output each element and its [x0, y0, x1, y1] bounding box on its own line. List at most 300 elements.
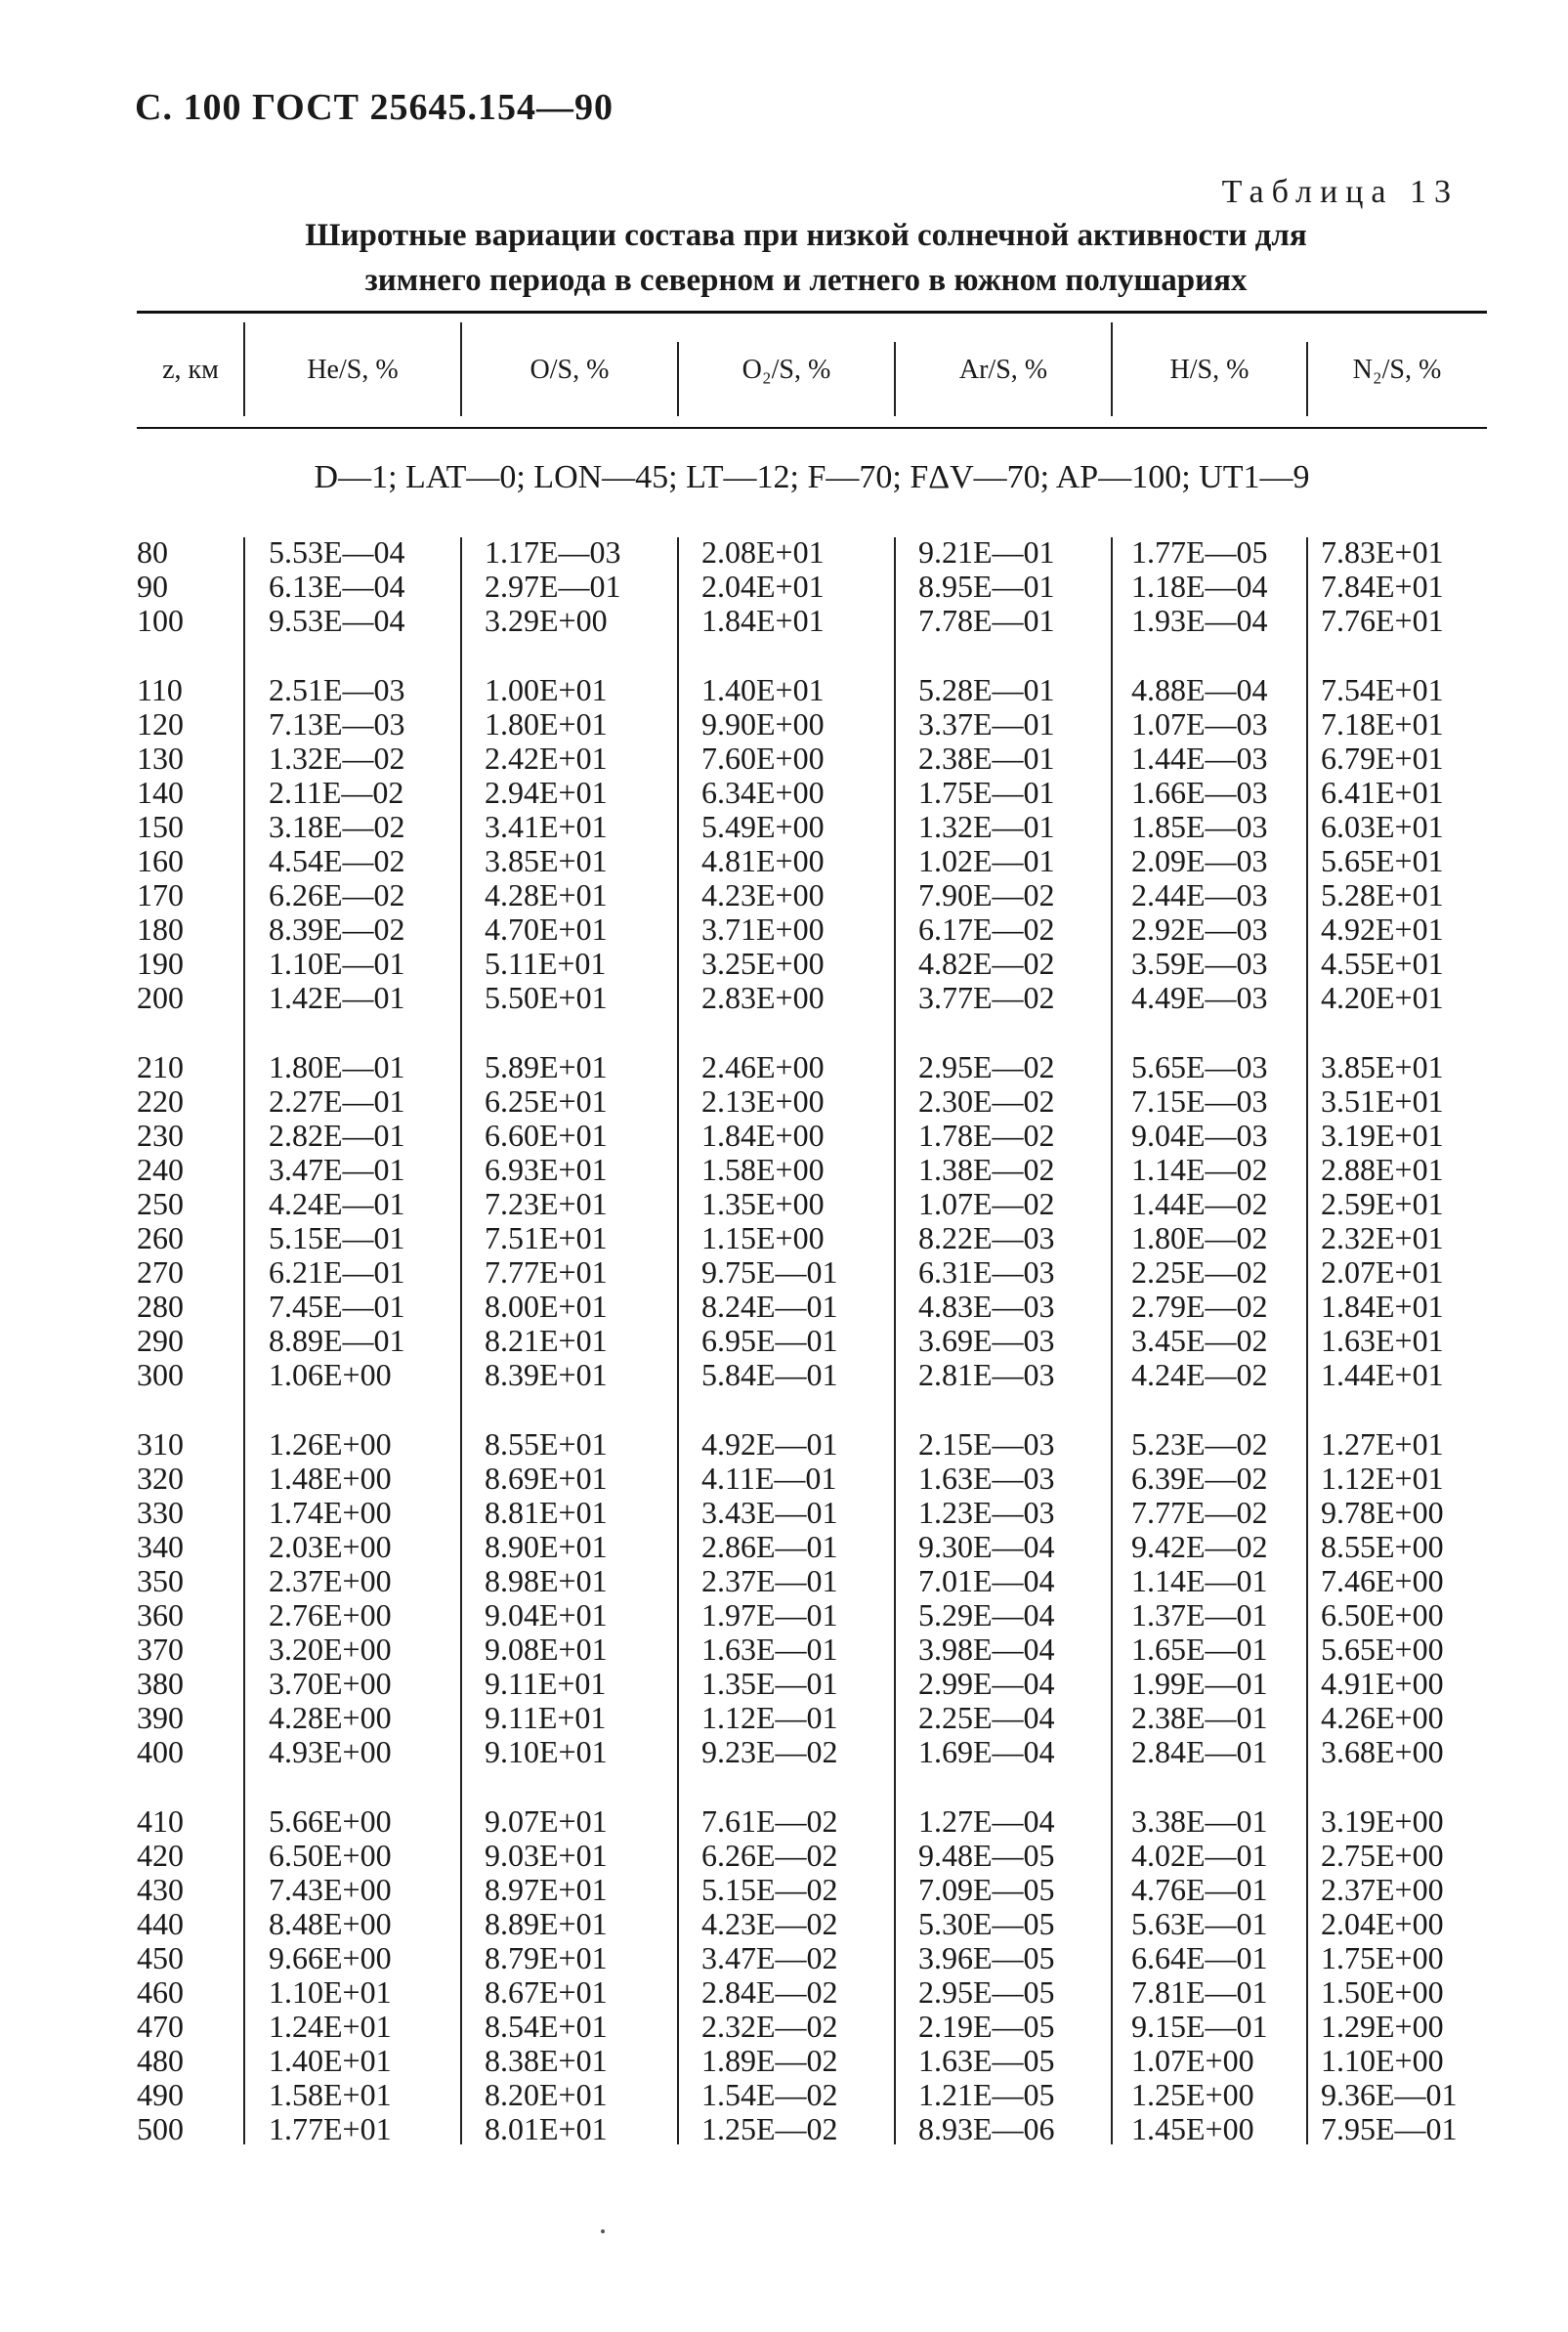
- value-cell: 7.90E—02: [918, 877, 1055, 912]
- table-row: [137, 1187, 1487, 1221]
- value-cell: 7.46E+00: [1321, 1563, 1444, 1598]
- value-cell: 1.44E+01: [1321, 1357, 1444, 1392]
- value-cell: 8.89E—01: [269, 1323, 405, 1358]
- altitude-cell: 470: [137, 2009, 184, 2044]
- table-row: [137, 912, 1487, 947]
- value-cell: 2.99E—04: [918, 1666, 1055, 1701]
- value-cell: 1.84E+01: [701, 603, 825, 638]
- value-cell: 6.17E—02: [918, 912, 1055, 947]
- value-cell: 7.51E+01: [485, 1220, 608, 1255]
- value-cell: 3.43E—01: [701, 1495, 838, 1530]
- page-header: С. 100 ГОСТ 25645.154—90: [135, 87, 614, 128]
- value-cell: 9.30E—04: [918, 1529, 1055, 1564]
- value-cell: 5.11E+01: [485, 946, 607, 981]
- value-cell: 2.03E+00: [269, 1529, 392, 1564]
- value-cell: 5.65E+01: [1321, 843, 1444, 878]
- altitude-cell: 200: [137, 980, 184, 1015]
- value-cell: 1.85E—03: [1131, 809, 1268, 844]
- altitude-cell: 390: [137, 1700, 184, 1735]
- value-cell: 1.80E+01: [485, 706, 608, 742]
- value-cell: 7.95E—01: [1321, 2111, 1458, 2146]
- altitude-cell: 430: [137, 1872, 184, 1907]
- value-cell: 7.43E+00: [269, 1872, 392, 1907]
- value-cell: 1.75E—01: [918, 775, 1055, 810]
- value-cell: 8.48E+00: [269, 1906, 392, 1941]
- value-cell: 1.07E+00: [1131, 2043, 1254, 2078]
- value-cell: 5.89E+01: [485, 1049, 608, 1084]
- value-cell: 1.10E+00: [1321, 2043, 1444, 2078]
- value-cell: 7.81E—01: [1131, 1974, 1268, 2010]
- value-cell: 4.92E—01: [701, 1426, 838, 1462]
- value-cell: 4.91E+00: [1321, 1666, 1444, 1701]
- value-cell: 6.03E+01: [1321, 809, 1444, 844]
- value-cell: 2.07E+01: [1321, 1254, 1444, 1290]
- value-cell: 6.93E+01: [485, 1152, 608, 1187]
- value-cell: 8.93E—06: [918, 2111, 1055, 2146]
- value-cell: 4.02E—01: [1131, 1838, 1268, 1873]
- table-row: [137, 1975, 1487, 2010]
- value-cell: 1.58E+00: [701, 1152, 825, 1187]
- value-cell: 1.54E—02: [701, 2077, 838, 2112]
- header-separator: [460, 322, 462, 416]
- value-cell: 7.78E—01: [918, 603, 1055, 638]
- value-cell: 9.04E—03: [1131, 1118, 1268, 1153]
- value-cell: 7.77E—02: [1131, 1495, 1268, 1530]
- table-row: [137, 947, 1487, 981]
- value-cell: 4.24E—01: [269, 1186, 405, 1221]
- table-row: [137, 981, 1487, 1015]
- value-cell: 3.37E—01: [918, 706, 1055, 742]
- value-cell: 1.84E+00: [701, 1118, 825, 1153]
- value-cell: 2.95E—05: [918, 1974, 1055, 2010]
- altitude-cell: 340: [137, 1529, 184, 1564]
- value-cell: 8.39E+01: [485, 1357, 608, 1392]
- value-cell: 2.37E—01: [701, 1563, 838, 1598]
- value-cell: 2.59E+01: [1321, 1186, 1444, 1221]
- title-line-1: Широтные вариации состава при низкой солнечной активности для: [305, 218, 1307, 253]
- value-cell: 7.54E+01: [1321, 672, 1444, 707]
- altitude-cell: 490: [137, 2077, 184, 2112]
- value-cell: 3.51E+01: [1321, 1083, 1444, 1119]
- value-cell: 1.40E+01: [269, 2043, 392, 2078]
- header-separator: [1111, 322, 1113, 416]
- altitude-cell: 130: [137, 741, 184, 776]
- value-cell: 2.13E+00: [701, 1083, 825, 1119]
- altitude-cell: 460: [137, 1974, 184, 2010]
- table-row: [137, 1427, 1487, 1462]
- value-cell: 8.00E+01: [485, 1289, 608, 1324]
- altitude-cell: 170: [137, 877, 184, 912]
- value-cell: 9.78E+00: [1321, 1495, 1444, 1530]
- value-cell: 1.37E—01: [1131, 1597, 1268, 1632]
- table-row: [137, 1839, 1487, 1873]
- value-cell: 2.95E—02: [918, 1049, 1055, 1084]
- value-cell: 1.40E+01: [701, 672, 825, 707]
- value-cell: 8.54E+01: [485, 2009, 608, 2044]
- value-cell: 5.28E—01: [918, 672, 1055, 707]
- value-cell: 2.46E+00: [701, 1049, 825, 1084]
- value-cell: 6.26E—02: [269, 877, 405, 912]
- value-cell: 8.55E+01: [485, 1426, 608, 1462]
- altitude-cell: 350: [137, 1563, 184, 1598]
- value-cell: 1.50E+00: [1321, 1974, 1444, 2010]
- value-cell: 7.76E+01: [1321, 603, 1444, 638]
- header-separator: [677, 342, 679, 416]
- value-cell: 8.81E+01: [485, 1495, 608, 1530]
- value-cell: 5.65E—03: [1131, 1049, 1268, 1084]
- value-cell: 4.82E—02: [918, 946, 1055, 981]
- altitude-cell: 400: [137, 1734, 184, 1769]
- value-cell: 1.97E—01: [701, 1597, 838, 1632]
- value-cell: 4.20E+01: [1321, 980, 1444, 1015]
- table-row: [137, 1667, 1487, 1701]
- table-title: [195, 213, 1417, 303]
- value-cell: 2.97E—01: [485, 569, 621, 604]
- value-cell: 3.41E+01: [485, 809, 608, 844]
- value-cell: 7.45E—01: [269, 1289, 405, 1324]
- value-cell: 5.49E+00: [701, 809, 825, 844]
- value-cell: 2.32E+01: [1321, 1220, 1444, 1255]
- altitude-cell: 100: [137, 603, 184, 638]
- value-cell: 4.49E—03: [1131, 980, 1268, 1015]
- header-top-rule: [137, 311, 1487, 314]
- value-cell: 4.54E—02: [269, 843, 405, 878]
- value-cell: 7.23E+01: [485, 1186, 608, 1221]
- table-row: [137, 1598, 1487, 1632]
- altitude-cell: 360: [137, 1597, 184, 1632]
- value-cell: 6.64E—01: [1131, 1940, 1268, 1975]
- value-cell: 2.84E—01: [1131, 1734, 1268, 1769]
- table-row: [137, 535, 1487, 570]
- data-table: [137, 535, 1487, 2146]
- value-cell: 1.07E—03: [1131, 706, 1268, 742]
- value-cell: 7.77E+01: [485, 1254, 608, 1290]
- value-cell: 2.25E—02: [1131, 1254, 1268, 1290]
- table-row: [137, 1462, 1487, 1496]
- value-cell: 2.94E+01: [485, 775, 608, 810]
- value-cell: 2.92E—03: [1131, 912, 1268, 947]
- value-cell: 8.01E+01: [485, 2111, 608, 2146]
- value-cell: 9.03E+01: [485, 1838, 608, 1873]
- altitude-cell: 180: [137, 912, 184, 947]
- value-cell: 3.20E+00: [269, 1632, 392, 1667]
- altitude-cell: 440: [137, 1906, 184, 1941]
- value-cell: 1.32E—02: [269, 741, 405, 776]
- altitude-cell: 150: [137, 809, 184, 844]
- value-cell: 8.79E+01: [485, 1940, 608, 1975]
- block-gap: [137, 638, 1487, 673]
- value-cell: 8.20E+01: [485, 2077, 608, 2112]
- value-cell: 3.25E+00: [701, 946, 825, 981]
- value-cell: 1.06E+00: [269, 1357, 392, 1392]
- value-cell: 1.77E—05: [1131, 534, 1268, 570]
- title-line-2: зимнего периода в северном и летнего в южном полушариях: [364, 263, 1248, 298]
- table-row: [137, 1290, 1487, 1324]
- value-cell: 3.71E+00: [701, 912, 825, 947]
- value-cell: 5.15E—02: [701, 1872, 838, 1907]
- value-cell: 1.23E—03: [918, 1495, 1055, 1530]
- value-cell: 9.23E—02: [701, 1734, 838, 1769]
- altitude-cell: 300: [137, 1357, 184, 1392]
- value-cell: 4.88E—04: [1131, 672, 1268, 707]
- altitude-cell: 480: [137, 2043, 184, 2078]
- table-row: [137, 1632, 1487, 1667]
- value-cell: 9.11E+01: [485, 1666, 607, 1701]
- value-cell: 3.77E—02: [918, 980, 1055, 1015]
- altitude-cell: 310: [137, 1426, 184, 1462]
- value-cell: 6.95E—01: [701, 1323, 838, 1358]
- altitude-cell: 290: [137, 1323, 184, 1358]
- value-cell: 5.84E—01: [701, 1357, 838, 1392]
- table-row: [137, 878, 1487, 912]
- value-cell: 4.26E+00: [1321, 1700, 1444, 1735]
- table-row: [137, 1701, 1487, 1735]
- value-cell: 6.21E—01: [269, 1254, 405, 1290]
- value-cell: 9.75E—01: [701, 1254, 838, 1290]
- column-header-z: z, км: [162, 355, 219, 385]
- value-cell: 4.24E—02: [1131, 1357, 1268, 1392]
- value-cell: 1.12E+01: [1321, 1461, 1444, 1496]
- altitude-cell: 240: [137, 1152, 184, 1187]
- value-cell: 4.23E—02: [701, 1906, 838, 1941]
- value-cell: 5.15E—01: [269, 1220, 405, 1255]
- value-cell: 6.41E+01: [1321, 775, 1444, 810]
- value-cell: 9.10E+01: [485, 1734, 608, 1769]
- value-cell: 5.23E—02: [1131, 1426, 1268, 1462]
- value-cell: 2.83E+00: [701, 980, 825, 1015]
- table-row: [137, 1873, 1487, 1907]
- value-cell: 1.45E+00: [1131, 2111, 1254, 2146]
- value-cell: 9.90E+00: [701, 706, 825, 742]
- parameters-line: D—1; LAT—0; LON—45; LT—12; F—70; FΔV—70; AP—100; UT1—9: [314, 459, 1310, 495]
- value-cell: 2.75E+00: [1321, 1838, 1444, 1873]
- value-cell: 5.65E+00: [1321, 1632, 1444, 1667]
- value-cell: 1.99E—01: [1131, 1666, 1268, 1701]
- value-cell: 5.50E+01: [485, 980, 608, 1015]
- value-cell: 2.04E+00: [1321, 1906, 1444, 1941]
- value-cell: 1.29E+00: [1321, 2009, 1444, 2044]
- value-cell: 1.25E+00: [1131, 2077, 1254, 2112]
- altitude-cell: 140: [137, 775, 184, 810]
- column-header-n2: N₂/S, %: [1352, 355, 1442, 385]
- value-cell: 1.44E—03: [1131, 741, 1268, 776]
- value-cell: 1.14E—02: [1131, 1152, 1268, 1187]
- value-cell: 2.08E+01: [701, 534, 825, 570]
- value-cell: 3.96E—05: [918, 1940, 1055, 1975]
- value-cell: 8.69E+01: [485, 1461, 608, 1496]
- altitude-cell: 450: [137, 1940, 184, 1975]
- table-row: [137, 1084, 1487, 1119]
- value-cell: 6.79E+01: [1321, 741, 1444, 776]
- value-cell: 3.69E—03: [918, 1323, 1055, 1358]
- table-row: [137, 1735, 1487, 1769]
- value-cell: 2.32E—02: [701, 2009, 838, 2044]
- value-cell: 2.38E—01: [918, 741, 1055, 776]
- value-cell: 1.26E+00: [269, 1426, 392, 1462]
- table-row: [137, 742, 1487, 776]
- value-cell: 2.37E+00: [269, 1563, 392, 1598]
- block-gap: [137, 1769, 1487, 1804]
- value-cell: 8.98E+01: [485, 1563, 608, 1598]
- value-cell: 6.50E+00: [1321, 1597, 1444, 1632]
- value-cell: 5.66E+00: [269, 1803, 392, 1839]
- table-row: [137, 1358, 1487, 1392]
- value-cell: 1.17E—03: [485, 534, 621, 570]
- value-cell: 3.47E—02: [701, 1940, 838, 1975]
- table-row: [137, 1221, 1487, 1255]
- value-cell: 9.08E+01: [485, 1632, 608, 1667]
- value-cell: 1.78E—02: [918, 1118, 1055, 1153]
- column-header-he: He/S, %: [307, 355, 399, 385]
- value-cell: 2.82E—01: [269, 1118, 405, 1153]
- table-row: [137, 1119, 1487, 1153]
- value-cell: 1.02E—01: [918, 843, 1055, 878]
- value-cell: 5.29E—04: [918, 1597, 1055, 1632]
- value-cell: 2.19E—05: [918, 2009, 1055, 2044]
- value-cell: 1.21E—05: [918, 2077, 1055, 2112]
- header-separator: [243, 322, 245, 416]
- altitude-cell: 160: [137, 843, 184, 878]
- value-cell: 1.38E—02: [918, 1152, 1055, 1187]
- value-cell: 4.76E—01: [1131, 1872, 1268, 1907]
- altitude-cell: 80: [137, 534, 168, 570]
- value-cell: 4.23E+00: [701, 877, 825, 912]
- table-row: [137, 2044, 1487, 2078]
- value-cell: 1.48E+00: [269, 1461, 392, 1496]
- value-cell: 2.42E+01: [485, 741, 608, 776]
- table-row: [137, 1050, 1487, 1084]
- value-cell: 3.29E+00: [485, 603, 608, 638]
- value-cell: 1.89E—02: [701, 2043, 838, 2078]
- value-cell: 7.61E—02: [701, 1803, 838, 1839]
- value-cell: 1.93E—04: [1131, 603, 1268, 638]
- value-cell: 6.13E—04: [269, 569, 405, 604]
- value-cell: 2.30E—02: [918, 1083, 1055, 1119]
- value-cell: 5.63E—01: [1131, 1906, 1268, 1941]
- altitude-cell: 500: [137, 2111, 184, 2146]
- value-cell: 2.44E—03: [1131, 877, 1268, 912]
- value-cell: 1.18E—04: [1131, 569, 1268, 604]
- header-separator: [1306, 342, 1308, 416]
- table-row: [137, 1255, 1487, 1290]
- value-cell: 4.11E—01: [701, 1461, 837, 1496]
- value-cell: 8.22E—03: [918, 1220, 1055, 1255]
- table-row: [137, 844, 1487, 878]
- value-cell: 4.70E+01: [485, 912, 608, 947]
- value-cell: 1.58E+01: [269, 2077, 392, 2112]
- value-cell: 1.10E—01: [269, 946, 405, 981]
- value-cell: 4.81E+00: [701, 843, 825, 878]
- altitude-cell: 120: [137, 706, 184, 742]
- table-row: [137, 1804, 1487, 1839]
- altitude-cell: 260: [137, 1220, 184, 1255]
- value-cell: 1.24E+01: [269, 2009, 392, 2044]
- value-cell: 4.83E—03: [918, 1289, 1055, 1324]
- value-cell: 2.88E+01: [1321, 1152, 1444, 1187]
- value-cell: 2.81E—03: [918, 1357, 1055, 1392]
- value-cell: 3.98E—04: [918, 1632, 1055, 1667]
- value-cell: 2.27E—01: [269, 1083, 405, 1119]
- value-cell: 1.25E—02: [701, 2111, 838, 2146]
- value-cell: 3.59E—03: [1131, 946, 1268, 981]
- value-cell: 3.45E—02: [1131, 1323, 1268, 1358]
- value-cell: 9.48E—05: [918, 1838, 1055, 1873]
- value-cell: 1.00E+01: [485, 672, 608, 707]
- scan-speck: [601, 2229, 605, 2233]
- value-cell: 6.34E+00: [701, 775, 825, 810]
- table-row: [137, 776, 1487, 810]
- table-row: [137, 570, 1487, 604]
- value-cell: 9.11E+01: [485, 1700, 607, 1735]
- value-cell: 2.09E—03: [1131, 843, 1268, 878]
- value-cell: 1.12E—01: [701, 1700, 838, 1735]
- value-cell: 8.89E+01: [485, 1906, 608, 1941]
- table-row: [137, 707, 1487, 742]
- value-cell: 1.14E—01: [1131, 1563, 1268, 1598]
- value-cell: 9.04E+01: [485, 1597, 608, 1632]
- value-cell: 3.68E+00: [1321, 1734, 1444, 1769]
- value-cell: 6.31E—03: [918, 1254, 1055, 1290]
- header-separator: [894, 342, 896, 416]
- value-cell: 3.70E+00: [269, 1666, 392, 1701]
- value-cell: 2.84E—02: [701, 1974, 838, 2010]
- block-gap: [137, 1392, 1487, 1427]
- value-cell: 4.28E+00: [269, 1700, 392, 1735]
- value-cell: 1.69E—04: [918, 1734, 1055, 1769]
- altitude-cell: 410: [137, 1803, 184, 1839]
- value-cell: 1.77E+01: [269, 2111, 392, 2146]
- table-row: [137, 1324, 1487, 1358]
- value-cell: 8.55E+00: [1321, 1529, 1444, 1564]
- value-cell: 1.84E+01: [1321, 1289, 1444, 1324]
- table-row: [137, 1941, 1487, 1975]
- value-cell: 1.63E+01: [1321, 1323, 1444, 1358]
- value-cell: 8.90E+01: [485, 1529, 608, 1564]
- value-cell: 4.28E+01: [485, 877, 608, 912]
- column-header-h: H/S, %: [1169, 355, 1250, 385]
- value-cell: 3.18E—02: [269, 809, 405, 844]
- value-cell: 9.66E+00: [269, 1940, 392, 1975]
- value-cell: 5.53E—04: [269, 534, 405, 570]
- value-cell: 1.75E+00: [1321, 1940, 1444, 1975]
- value-cell: 1.63E—01: [701, 1632, 838, 1667]
- value-cell: 2.38E—01: [1131, 1700, 1268, 1735]
- value-cell: 1.63E—05: [918, 2043, 1055, 2078]
- value-cell: 6.50E+00: [269, 1838, 392, 1873]
- value-cell: 3.85E+01: [485, 843, 608, 878]
- value-cell: 2.15E—03: [918, 1426, 1055, 1462]
- value-cell: 5.28E+01: [1321, 877, 1444, 912]
- value-cell: 8.95E—01: [918, 569, 1055, 604]
- value-cell: 8.24E—01: [701, 1289, 838, 1324]
- table-row: [137, 810, 1487, 844]
- value-cell: 8.38E+01: [485, 2043, 608, 2078]
- value-cell: 2.37E+00: [1321, 1872, 1444, 1907]
- value-cell: 1.27E+01: [1321, 1426, 1444, 1462]
- value-cell: 2.25E—04: [918, 1700, 1055, 1735]
- altitude-cell: 250: [137, 1186, 184, 1221]
- table-row: [137, 604, 1487, 638]
- altitude-cell: 190: [137, 946, 184, 981]
- value-cell: 1.63E—03: [918, 1461, 1055, 1496]
- value-cell: 2.86E—01: [701, 1529, 838, 1564]
- value-cell: 7.83E+01: [1321, 534, 1444, 570]
- value-cell: 1.10E+01: [269, 1974, 392, 2010]
- altitude-cell: 270: [137, 1254, 184, 1290]
- value-cell: 1.15E+00: [701, 1220, 825, 1255]
- value-cell: 4.93E+00: [269, 1734, 392, 1769]
- value-cell: 2.51E—03: [269, 672, 405, 707]
